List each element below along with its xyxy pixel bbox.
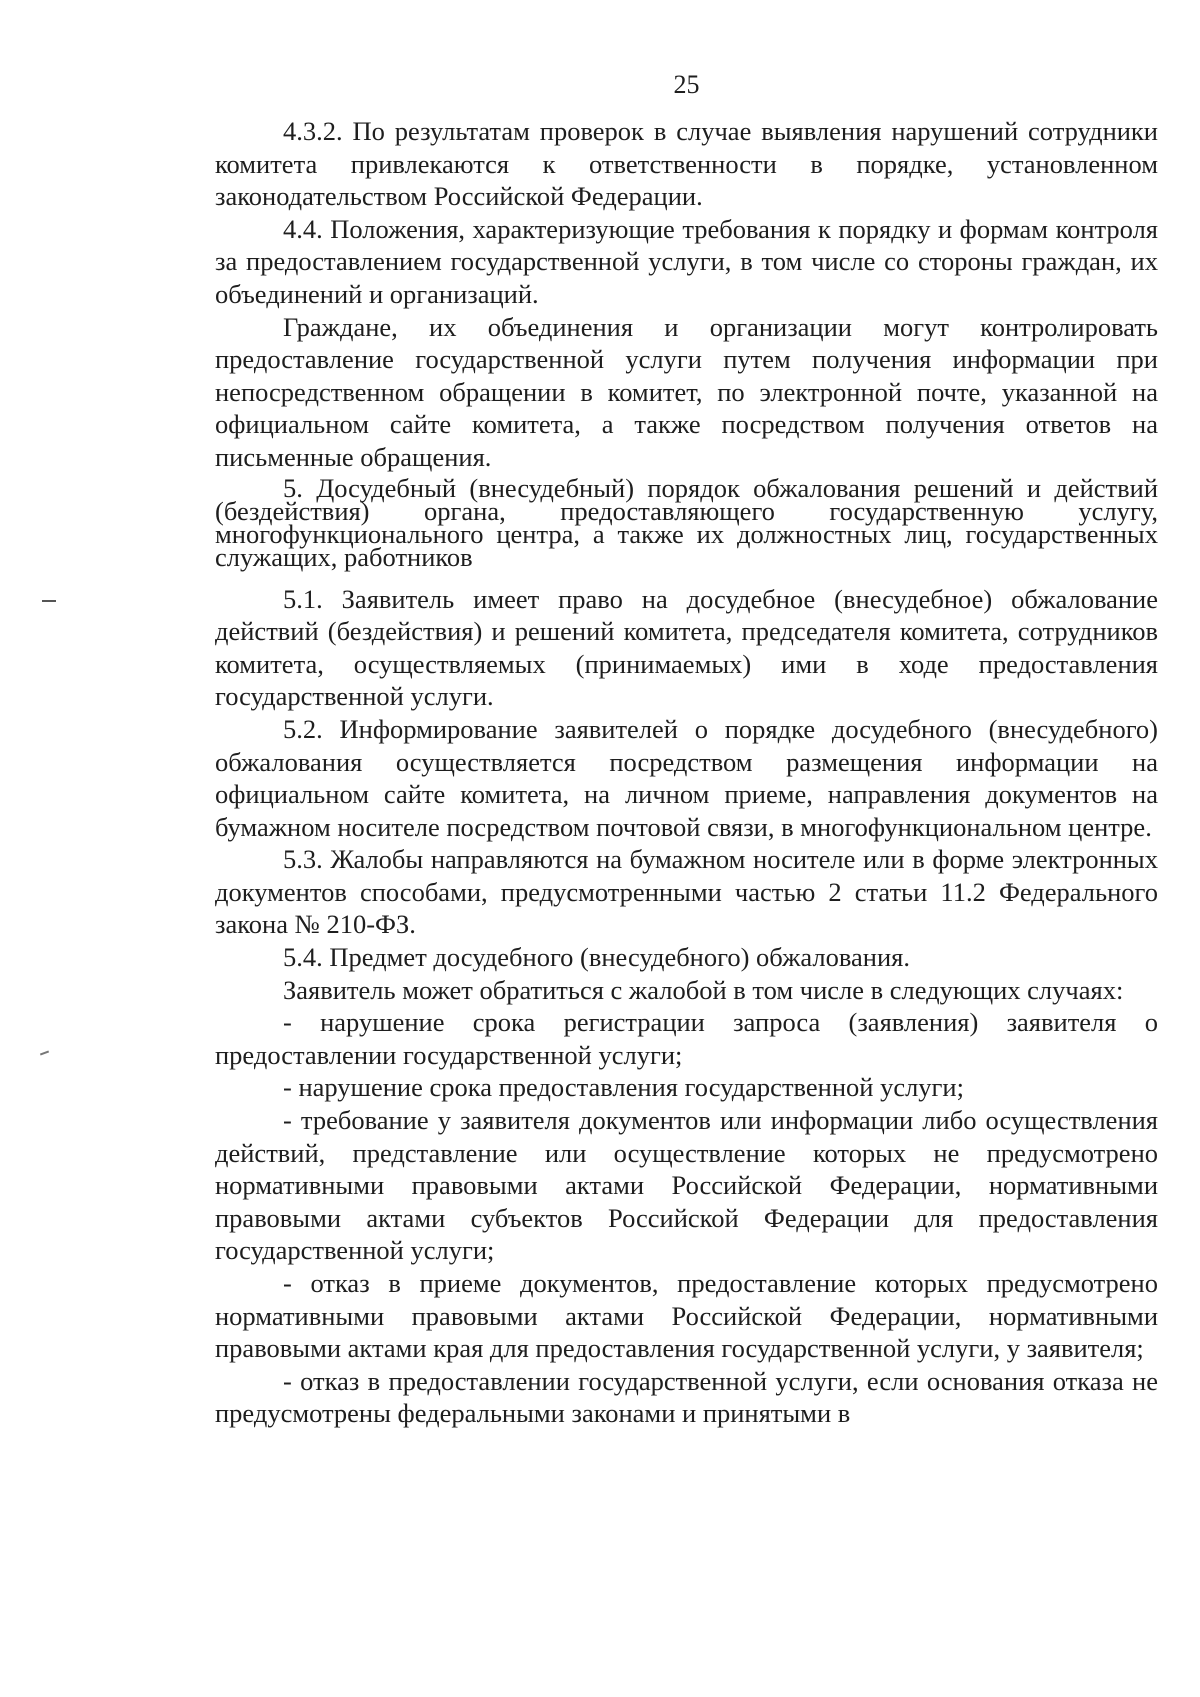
page-number: 25: [673, 70, 700, 99]
list-item: - нарушение срока регистрации запроса (заявления) заявителя о предоставлении государственной услуги;: [215, 1007, 1158, 1070]
paragraph-5-3: 5.3. Жалобы направляются на бумажном носителе или в форме электронных документов способами, предусмотренными частью 2 статьи 11.2 Федерального закона № 210-ФЗ.: [215, 844, 1158, 940]
margin-mark: [40, 1051, 49, 1056]
section-5-heading: 5. Досудебный (внесудебный) порядок обжалования решений и действий (бездействия) органа, предоставляющего государственную услугу, многофункционального центра, а также их должностных лиц, государственных служащих, работников: [215, 472, 1158, 572]
paragraph-4-3-2: 4.3.2. По результатам проверок в случае выявления нарушений сотрудники комитета привлекаются к ответственности в порядке, установленном законодательством Российской Федерации.: [215, 116, 1158, 212]
paragraph-citizens-control: Граждане, их объединения и организации могут контролировать предоставление государственной услуги путем получения информации при непосредственном обращении в комитет, по электронной почте, указанной на официальном сайте комитета, а также посредством получения ответов на письменные обращения.: [215, 311, 1158, 472]
document-body: [215, 115, 1158, 1430]
list-item: - требование у заявителя документов или информации либо осуществления действий, представление или осуществление которых не предусмотрено нормативными правовыми актами Российской Федерации, нормативными правовыми актами субъектов Российской Федерации для предоставления государственной услуги;: [215, 1105, 1158, 1266]
list-item: - отказ в приеме документов, предоставление которых предусмотрено нормативными правовыми актами Российской Федерации, нормативными правовыми актами края для предоставления государственной услуги, у заявителя;: [215, 1268, 1158, 1364]
paragraph-5-1: 5.1. Заявитель имеет право на досудебное (внесудебное) обжалование действий (бездействия) и решений комитета, председателя комитета, сотрудников комитета, осуществляемых (принимаемых) ими в ходе предоставления государственной услуги.: [215, 583, 1158, 712]
paragraph-4-4: 4.4. Положения, характеризующие требования к порядку и формам контроля за предоставлением государственной услуги, в том числе со стороны граждан, их объединений и организаций.: [215, 213, 1158, 309]
paragraph-5-4: 5.4. Предмет досудебного (внесудебного) обжалования.: [283, 942, 910, 973]
margin-mark: [42, 600, 56, 602]
list-item: - отказ в предоставлении государственной услуги, если основания отказа не предусмотрены федеральными законами и принятыми в: [215, 1365, 1158, 1429]
paragraph-complaint-cases: Заявитель может обратиться с жалобой в том числе в следующих случаях:: [283, 974, 1124, 1005]
paragraph-5-2: 5.2. Информирование заявителей о порядке досудебного (внесудебного) обжалования осуществляется посредством размещения информации на официальном сайте комитета, на личном приеме, направления документов на бумажном носителе посредством почтовой связи, в многофункциональном центре.: [215, 713, 1158, 842]
list-item: - нарушение срока предоставления государственной услуги;: [283, 1072, 964, 1103]
